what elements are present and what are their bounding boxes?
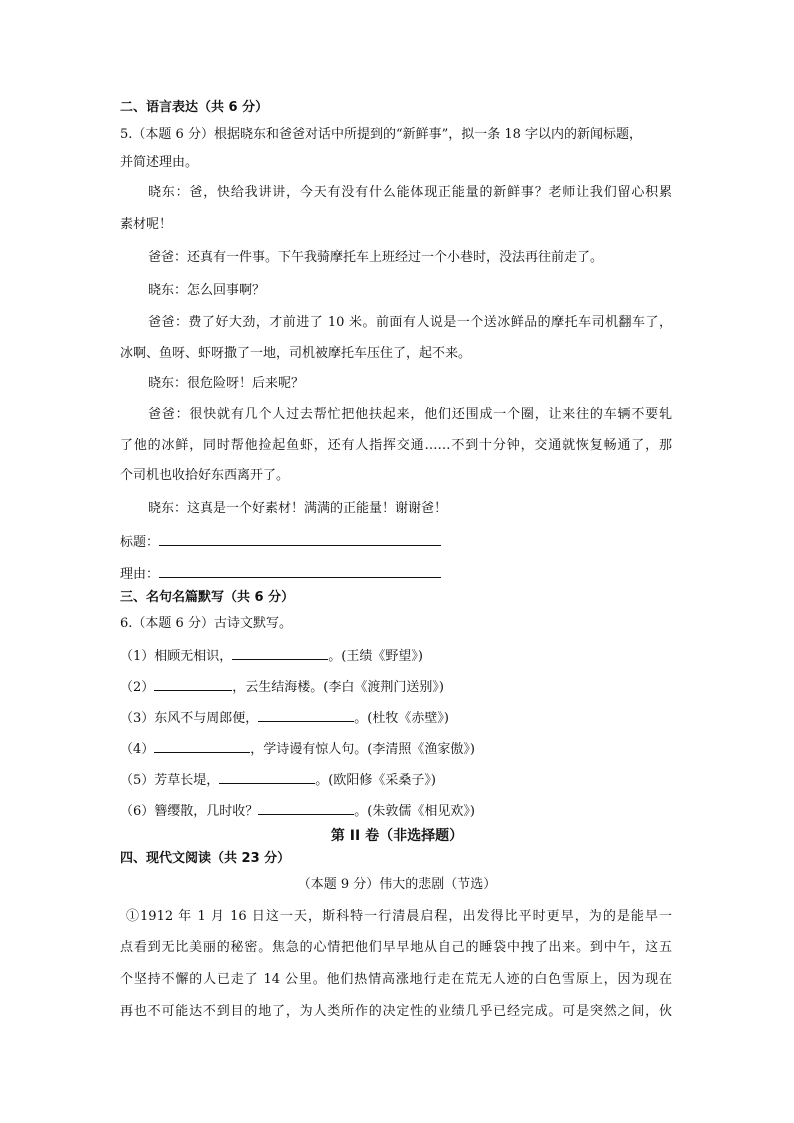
poetry-blank[interactable]	[219, 769, 315, 784]
poetry-item: （6）簪缨散，几时收？ 。(朱敦儒《相见欢》)	[120, 800, 475, 822]
passage-title: （本题 9 分）伟大的悲剧（节选）	[297, 877, 497, 892]
title-answer-blank[interactable]	[159, 531, 441, 546]
passage-line: 再也不可能达不到目的地了，为人类所作的决定性的业绩几乎已经完成。可是突然之间，伙	[120, 1004, 672, 1019]
dialogue-line: 爸爸：还真有一件事。下午我骑摩托车上班经过一个小巷时，没法再往前走了。	[148, 250, 604, 265]
dialogue-line: 晓东：这真是一个好素材！满满的正能量！谢谢爸！	[148, 501, 448, 516]
dialogue-line: 晓东：很危险呀！后来呢？	[148, 376, 305, 391]
dialogue-line: 个司机也收拾好东西离开了。	[120, 468, 290, 483]
section-heading-reading: 四、现代文阅读（共 23 分）	[120, 851, 291, 866]
dialogue-line: 素材呢！	[120, 217, 173, 232]
passage-line: ①1912 年 1 月 16 日这一天，斯科特一行清晨启程，出发得比平时更早，为的是能早一	[126, 909, 672, 924]
poetry-item: （5）芳草长堤， 。(欧阳修《采桑子》)	[120, 769, 436, 791]
question-5-prompt-line2: 并简述理由。	[120, 155, 199, 170]
section-heading-language: 二、语言表达（共 6 分）	[120, 100, 269, 115]
passage-line: 个坚持不懈的人已走了 14 公里。他们热情高涨地行走在荒无人迹的白色雪原上，因为现在	[120, 972, 672, 987]
reason-label: 理由：	[120, 567, 160, 582]
dialogue-line: 冰啊、鱼呀、虾呀撒了一地，司机被摩托车压住了，起不来。	[120, 346, 472, 361]
poetry-item: （1）相顾无相识， 。(王绩《野望》)	[120, 645, 423, 667]
question-6-prompt: 6.（本题 6 分）古诗文默写。	[120, 616, 292, 631]
dialogue-line: 晓东：怎么回事啊？	[148, 283, 266, 298]
poetry-item: （2） ，云生结海楼。(李白《渡荆门送别》)	[120, 676, 444, 698]
dialogue-line: 了他的冰鲜，同时帮他捡起鱼虾，还有人指挥交通……不到十分钟，交通就恢复畅通了，那	[120, 438, 672, 453]
section-heading-poetry: 三、名句名篇默写（共 6 分）	[120, 590, 295, 605]
dialogue-line: 晓东：爸，快给我讲讲，今天有没有什么能体现正能量的新鲜事？老师让我们留心积累	[148, 185, 672, 200]
reason-answer-row	[120, 563, 441, 585]
poetry-item: （3）东风不与周郎便， 。(杜牧《赤壁》)	[120, 707, 449, 729]
title-label: 标题：	[120, 535, 160, 550]
poetry-blank[interactable]	[154, 676, 232, 691]
poetry-item: （4） ，学诗谩有惊人句。(李清照《渔家傲》)	[120, 738, 475, 760]
poetry-blank[interactable]	[258, 707, 354, 722]
question-5-prompt-line1: 5.（本题 6 分）根据晓东和爸爸对话中所提到的“新鲜事”，拟一条 18 字以内的新闻标题，	[120, 127, 643, 142]
reason-answer-blank[interactable]	[159, 563, 441, 578]
dialogue-line: 爸爸：费了好大劲，才前进了 10 米。前面有人说是一个送冰鲜品的摩托车司机翻车了，	[148, 315, 672, 330]
poetry-blank[interactable]	[232, 645, 328, 660]
poetry-blank[interactable]	[154, 738, 250, 753]
poetry-blank[interactable]	[258, 800, 354, 815]
dialogue-line: 爸爸：很快就有几个人过去帮忙把他扶起来，他们还围成一个圈，让来往的车辆不要轧	[148, 407, 672, 422]
title-answer-row	[120, 531, 441, 553]
volume-heading: 第 II 卷（非选择题）	[330, 828, 464, 844]
passage-line: 点看到无比美丽的秘密。焦急的心情把他们早早地从自己的睡袋中拽了出来。到中午，这五	[120, 940, 672, 955]
